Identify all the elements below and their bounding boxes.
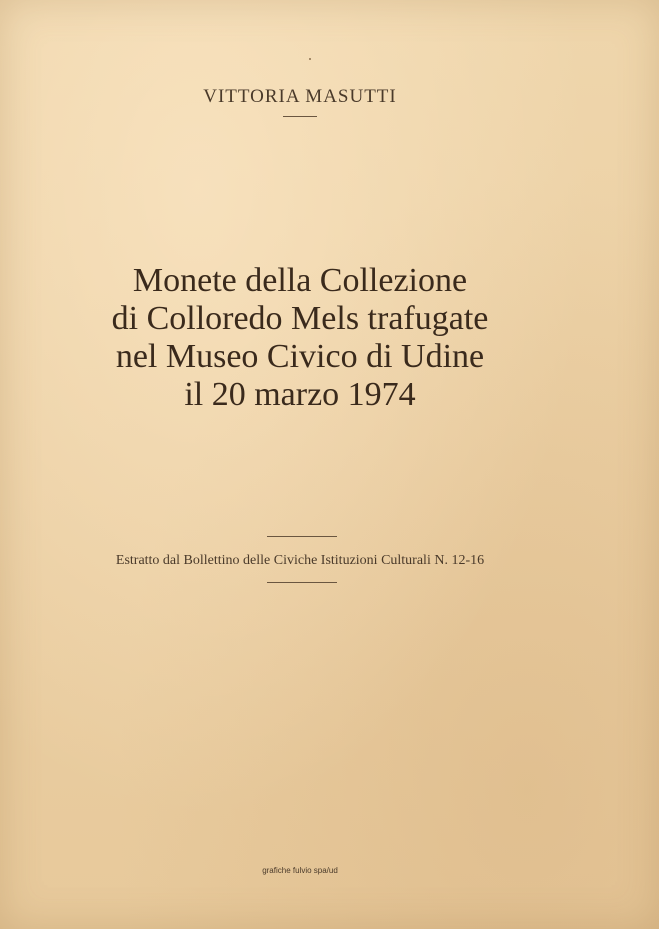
extract-rule-bottom — [267, 582, 337, 583]
author-name: VITTORIA MASUTTI — [203, 86, 397, 107]
extract-rule-top — [267, 536, 337, 537]
title-line-1: Monete della Collezione — [132, 262, 468, 299]
title-line-3: nel Museo Civico di Udine — [115, 338, 485, 375]
cover-title — [0, 262, 600, 414]
printer-imprint: grafiche fulvio spa/ud — [262, 866, 338, 875]
title-line-4: il 20 marzo 1974 — [184, 376, 416, 413]
title-line-2: di Colloredo Mels trafugate — [111, 300, 489, 337]
author-rule — [283, 116, 317, 117]
paper-speck — [309, 58, 311, 60]
extract-note: Estratto dal Bollettino delle Civiche Istituzioni Culturali N. 12-16 — [115, 553, 485, 568]
